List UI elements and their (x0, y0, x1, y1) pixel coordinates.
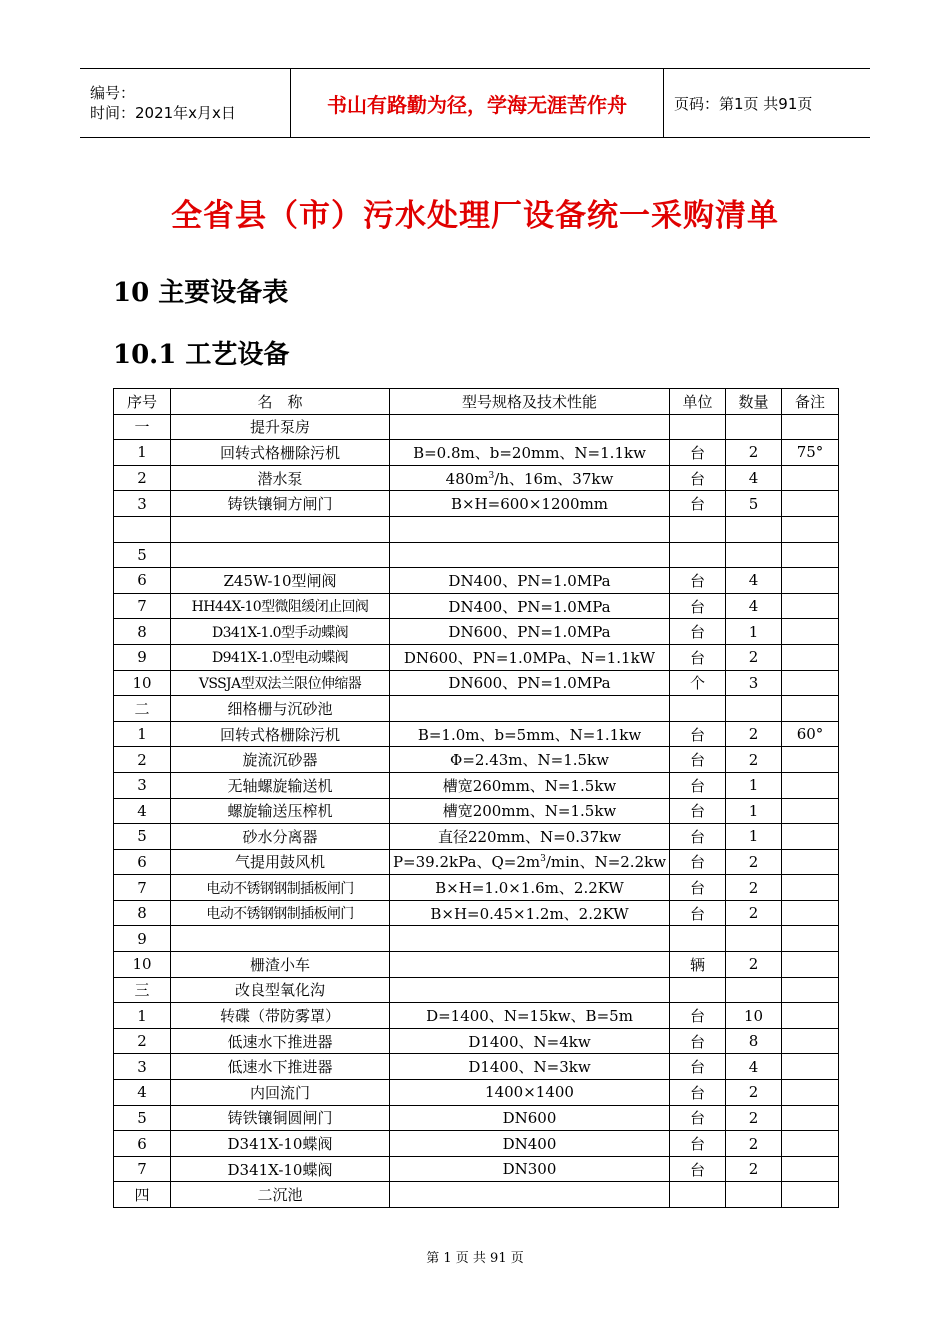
table-header-col-remark: 备注 (782, 389, 839, 415)
table-cell-qty: 2 (726, 644, 782, 670)
table-cell-index: 6 (114, 849, 171, 875)
table-cell-spec: DN400、PN=1.0MPa (390, 568, 670, 594)
table-cell-remark: 60° (782, 721, 839, 747)
header-motto: 书山有路勤为径，学海无涯苦作舟 (290, 69, 664, 137)
table-cell-name: 铸铁镶铜圆闸门 (171, 1105, 390, 1131)
table-cell-name: 回转式格栅除污机 (171, 721, 390, 747)
table-header-col-spec: 型号规格及技术性能 (390, 389, 670, 415)
table-header-col-name: 名 称 (171, 389, 390, 415)
table-cell-unit: 台 (670, 772, 726, 798)
table-header-col-index: 序号 (114, 389, 171, 415)
table-cell-remark (782, 772, 839, 798)
table-cell-index: 2 (114, 747, 171, 773)
table-row (114, 440, 839, 466)
table-cell-qty: 8 (726, 1028, 782, 1054)
table-cell-spec: B=0.8m、b=20mm、N=1.1kw (390, 440, 670, 466)
table-cell-spec: D1400、N=3kw (390, 1054, 670, 1080)
table-row (114, 542, 839, 568)
table-cell-index: 三 (114, 977, 171, 1003)
table-row (114, 1156, 839, 1182)
table-cell-qty: 5 (726, 491, 782, 517)
table-cell-unit: 台 (670, 1105, 726, 1131)
table-row (114, 1080, 839, 1106)
table-cell-unit: 个 (670, 670, 726, 696)
table-cell-unit (670, 516, 726, 542)
table-cell-index: 2 (114, 1028, 171, 1054)
table-cell-index: 4 (114, 798, 171, 824)
table-cell-remark (782, 491, 839, 517)
header-meta (80, 69, 290, 137)
table-cell-qty: 2 (726, 875, 782, 901)
table-cell-unit (670, 977, 726, 1003)
page-footer: 第 1 页 共 91 页 (426, 1251, 524, 1266)
table-cell-index: 1 (114, 721, 171, 747)
table-cell-spec (390, 926, 670, 952)
table-cell-unit: 台 (670, 465, 726, 491)
table-cell-remark (782, 952, 839, 978)
table-cell-name: VSSJA型双法兰限位伸缩器 (171, 670, 390, 696)
table-cell-unit: 台 (670, 824, 726, 850)
table-row (114, 875, 839, 901)
table-cell-unit: 台 (670, 1028, 726, 1054)
table-row (114, 568, 839, 594)
equipment-table (113, 388, 839, 1208)
table-cell-qty: 2 (726, 721, 782, 747)
table-cell-spec: 槽宽260mm、N=1.5kw (390, 772, 670, 798)
table-cell-spec: 1400×1400 (390, 1080, 670, 1106)
table-cell-spec: DN600、PN=1.0MPa、N=1.1kW (390, 644, 670, 670)
table-cell-unit: 台 (670, 440, 726, 466)
table-cell-name: 二沉池 (171, 1182, 390, 1208)
table-cell-index: 6 (114, 568, 171, 594)
table-cell-remark (782, 593, 839, 619)
table-cell-index (114, 516, 171, 542)
table-row (114, 772, 839, 798)
table-cell-index: 10 (114, 952, 171, 978)
table-cell-spec: B×H=600×1200mm (390, 491, 670, 517)
table-row (114, 798, 839, 824)
table-cell-remark (782, 1182, 839, 1208)
table-cell-qty: 1 (726, 798, 782, 824)
table-cell-qty (726, 516, 782, 542)
table-header-row (114, 389, 839, 415)
table-cell-qty: 4 (726, 593, 782, 619)
time-label: 时间：2021年x月x日 (90, 104, 236, 122)
table-cell-name: 旋流沉砂器 (171, 747, 390, 773)
table-cell-index: 7 (114, 1156, 171, 1182)
table-cell-qty: 10 (726, 1003, 782, 1029)
section-heading-main: 10 主要设备表 (113, 278, 289, 308)
table-cell-qty: 1 (726, 772, 782, 798)
table-cell-qty (726, 977, 782, 1003)
table-cell-qty: 2 (726, 952, 782, 978)
table-cell-name: 提升泵房 (171, 414, 390, 440)
table-cell-unit (670, 414, 726, 440)
table-cell-index: 2 (114, 465, 171, 491)
table-cell-spec: P=39.2kPa、$Q=2m^3/\min$、N=2.2kw (390, 849, 670, 875)
table-cell-index: 8 (114, 619, 171, 645)
table-cell-remark (782, 1028, 839, 1054)
table-cell-remark (782, 619, 839, 645)
table-cell-unit: 台 (670, 644, 726, 670)
table-cell-qty: 1 (726, 824, 782, 850)
table-cell-index: 1 (114, 440, 171, 466)
table-cell-spec: B=1.0m、b=5mm、N=1.1kw (390, 721, 670, 747)
table-cell-unit (670, 542, 726, 568)
table-cell-spec: 槽宽200mm、N=1.5kw (390, 798, 670, 824)
table-cell-name: 砂水分离器 (171, 824, 390, 850)
table-cell-name: 低速水下推进器 (171, 1054, 390, 1080)
table-cell-index: 9 (114, 644, 171, 670)
table-row (114, 465, 839, 491)
table-cell-remark (782, 1131, 839, 1157)
table-cell-index: 二 (114, 696, 171, 722)
table-row (114, 1003, 839, 1029)
table-row (114, 414, 839, 440)
table-row (114, 1054, 839, 1080)
table-cell-unit: 台 (670, 1131, 726, 1157)
table-cell-qty: 4 (726, 465, 782, 491)
table-cell-name: 改良型氧化沟 (171, 977, 390, 1003)
table-cell-qty: 2 (726, 1131, 782, 1157)
table-cell-name: D341X-10蝶阀 (171, 1156, 390, 1182)
table-cell-name: 内回流门 (171, 1080, 390, 1106)
table-cell-index: 6 (114, 1131, 171, 1157)
table-row (114, 619, 839, 645)
table-cell-name (171, 926, 390, 952)
section-heading-sub: 10.1 工艺设备 (113, 340, 290, 370)
table-cell-qty: 2 (726, 849, 782, 875)
table-cell-name: 电动不锈钢钢制插板闸门 (171, 875, 390, 901)
table-cell-unit: 台 (670, 1080, 726, 1106)
table-row (114, 900, 839, 926)
table-cell-name: 低速水下推进器 (171, 1028, 390, 1054)
table-cell-unit: 台 (670, 593, 726, 619)
table-row (114, 721, 839, 747)
table-cell-spec (390, 696, 670, 722)
table-row (114, 747, 839, 773)
table-cell-unit: 台 (670, 1054, 726, 1080)
table-cell-qty: 2 (726, 900, 782, 926)
table-cell-unit (670, 926, 726, 952)
table-cell-spec: Φ=2.43m、N=1.5kw (390, 747, 670, 773)
table-row (114, 1105, 839, 1131)
table-cell-remark (782, 516, 839, 542)
table-cell-remark (782, 542, 839, 568)
table-cell-qty: 3 (726, 670, 782, 696)
table-cell-unit (670, 1182, 726, 1208)
table-cell-unit: 台 (670, 568, 726, 594)
table-cell-remark (782, 696, 839, 722)
table-cell-name: 转碟（带防雾罩） (171, 1003, 390, 1029)
table-cell-index: 一 (114, 414, 171, 440)
table-row (114, 516, 839, 542)
table-cell-index: 7 (114, 593, 171, 619)
table-cell-remark (782, 977, 839, 1003)
table-cell-unit: 台 (670, 619, 726, 645)
table-cell-index: 四 (114, 1182, 171, 1208)
table-cell-unit: 台 (670, 1003, 726, 1029)
table-cell-name: 电动不锈钢钢制插板闸门 (171, 900, 390, 926)
table-cell-index: 3 (114, 491, 171, 517)
table-cell-name: 铸铁镶铜方闸门 (171, 491, 390, 517)
table-cell-name: 栅渣小车 (171, 952, 390, 978)
table-cell-name: 回转式格栅除污机 (171, 440, 390, 466)
table-cell-name: HH44X-10型微阻缓闭止回阀 (171, 593, 390, 619)
table-cell-qty: 4 (726, 568, 782, 594)
header-page-info: 页码：第1页 共91页 (674, 94, 813, 113)
table-cell-spec: DN600 (390, 1105, 670, 1131)
table-cell-name (171, 542, 390, 568)
table-cell-name: D341X-10蝶阀 (171, 1131, 390, 1157)
table-cell-qty: 2 (726, 1080, 782, 1106)
table-cell-unit: 台 (670, 900, 726, 926)
table-cell-remark (782, 824, 839, 850)
table-cell-spec: DN600、PN=1.0MPa (390, 670, 670, 696)
table-cell-index: 3 (114, 1054, 171, 1080)
table-cell-spec: D=1400、N=15kw、B=5m (390, 1003, 670, 1029)
table-cell-spec (390, 542, 670, 568)
table-cell-name: 螺旋输送压榨机 (171, 798, 390, 824)
table-body (114, 414, 839, 1207)
table-cell-remark: 75° (782, 440, 839, 466)
table-row (114, 849, 839, 875)
table-cell-unit: 台 (670, 875, 726, 901)
table-cell-qty (726, 542, 782, 568)
table-cell-index: 4 (114, 1080, 171, 1106)
table-cell-remark (782, 568, 839, 594)
table-cell-qty (726, 926, 782, 952)
table-cell-unit: 台 (670, 849, 726, 875)
table-cell-remark (782, 1156, 839, 1182)
table-cell-spec: DN400 (390, 1131, 670, 1157)
table-row (114, 977, 839, 1003)
table-cell-remark (782, 849, 839, 875)
table-cell-name: 细格栅与沉砂池 (171, 696, 390, 722)
table-cell-unit: 台 (670, 721, 726, 747)
table-row (114, 593, 839, 619)
table-cell-remark (782, 644, 839, 670)
document-title: 全省县（市）污水处理厂设备统一采购清单 (171, 198, 779, 234)
table-row (114, 670, 839, 696)
table-cell-qty (726, 414, 782, 440)
table-cell-unit: 台 (670, 798, 726, 824)
table-cell-name: 气提用鼓风机 (171, 849, 390, 875)
table-row (114, 644, 839, 670)
table-cell-remark (782, 798, 839, 824)
table-cell-unit: 台 (670, 1156, 726, 1182)
table-cell-remark (782, 747, 839, 773)
table-cell-spec: B×H=0.45×1.2m、2.2KW (390, 900, 670, 926)
table-cell-remark (782, 1003, 839, 1029)
table-row (114, 952, 839, 978)
table-cell-index: 5 (114, 824, 171, 850)
table-cell-spec (390, 952, 670, 978)
table-cell-remark (782, 670, 839, 696)
table-cell-index: 5 (114, 542, 171, 568)
table-cell-index: 10 (114, 670, 171, 696)
table-cell-remark (782, 900, 839, 926)
table-cell-spec (390, 1182, 670, 1208)
table-header-col-unit: 单位 (670, 389, 726, 415)
table-row (114, 926, 839, 952)
table-cell-remark (782, 414, 839, 440)
table-cell-index: 3 (114, 772, 171, 798)
table-cell-spec: D1400、N=4kw (390, 1028, 670, 1054)
table-cell-spec (390, 977, 670, 1003)
table-cell-qty (726, 1182, 782, 1208)
table-row (114, 1131, 839, 1157)
page-header (80, 68, 870, 138)
table-cell-spec (390, 516, 670, 542)
table-cell-index: 8 (114, 900, 171, 926)
table-cell-index: 1 (114, 1003, 171, 1029)
table-cell-index: 7 (114, 875, 171, 901)
table-cell-qty: 2 (726, 440, 782, 466)
table-header-col-qty: 数量 (726, 389, 782, 415)
table-cell-name: 潜水泵 (171, 465, 390, 491)
table-row (114, 1182, 839, 1208)
table-cell-name: 无轴螺旋输送机 (171, 772, 390, 798)
table-cell-qty: 4 (726, 1054, 782, 1080)
table-cell-unit: 台 (670, 747, 726, 773)
table-cell-name: D941X-1.0型电动蝶阀 (171, 644, 390, 670)
table-cell-remark (782, 1054, 839, 1080)
table-row (114, 1028, 839, 1054)
table-cell-unit (670, 696, 726, 722)
table-cell-qty: 1 (726, 619, 782, 645)
table-cell-name: D341X-1.0型手动蝶阀 (171, 619, 390, 645)
table-cell-index: 5 (114, 1105, 171, 1131)
table-cell-qty: 2 (726, 747, 782, 773)
table-row (114, 491, 839, 517)
table-cell-qty (726, 696, 782, 722)
table-cell-qty: 2 (726, 1105, 782, 1131)
table-cell-remark (782, 465, 839, 491)
table-cell-unit: 辆 (670, 952, 726, 978)
table-cell-name (171, 516, 390, 542)
table-cell-spec: $480m^3/h$、16m、37kw (390, 465, 670, 491)
table-cell-remark (782, 875, 839, 901)
table-cell-spec (390, 414, 670, 440)
table-cell-remark (782, 1080, 839, 1106)
table-cell-spec: DN600、PN=1.0MPa (390, 619, 670, 645)
table-cell-spec: B×H=1.0×1.6m、2.2KW (390, 875, 670, 901)
table-cell-index: 9 (114, 926, 171, 952)
table-cell-remark (782, 1105, 839, 1131)
table-cell-name: Z45W-10型闸阀 (171, 568, 390, 594)
table-cell-remark (782, 926, 839, 952)
table-row (114, 696, 839, 722)
table-cell-spec: DN400、PN=1.0MPa (390, 593, 670, 619)
table-cell-unit: 台 (670, 491, 726, 517)
number-label: 编号： (90, 84, 136, 102)
table-cell-qty: 2 (726, 1156, 782, 1182)
table-cell-spec: DN300 (390, 1156, 670, 1182)
table-row (114, 824, 839, 850)
table-cell-spec: 直径220mm、N=0.37kw (390, 824, 670, 850)
